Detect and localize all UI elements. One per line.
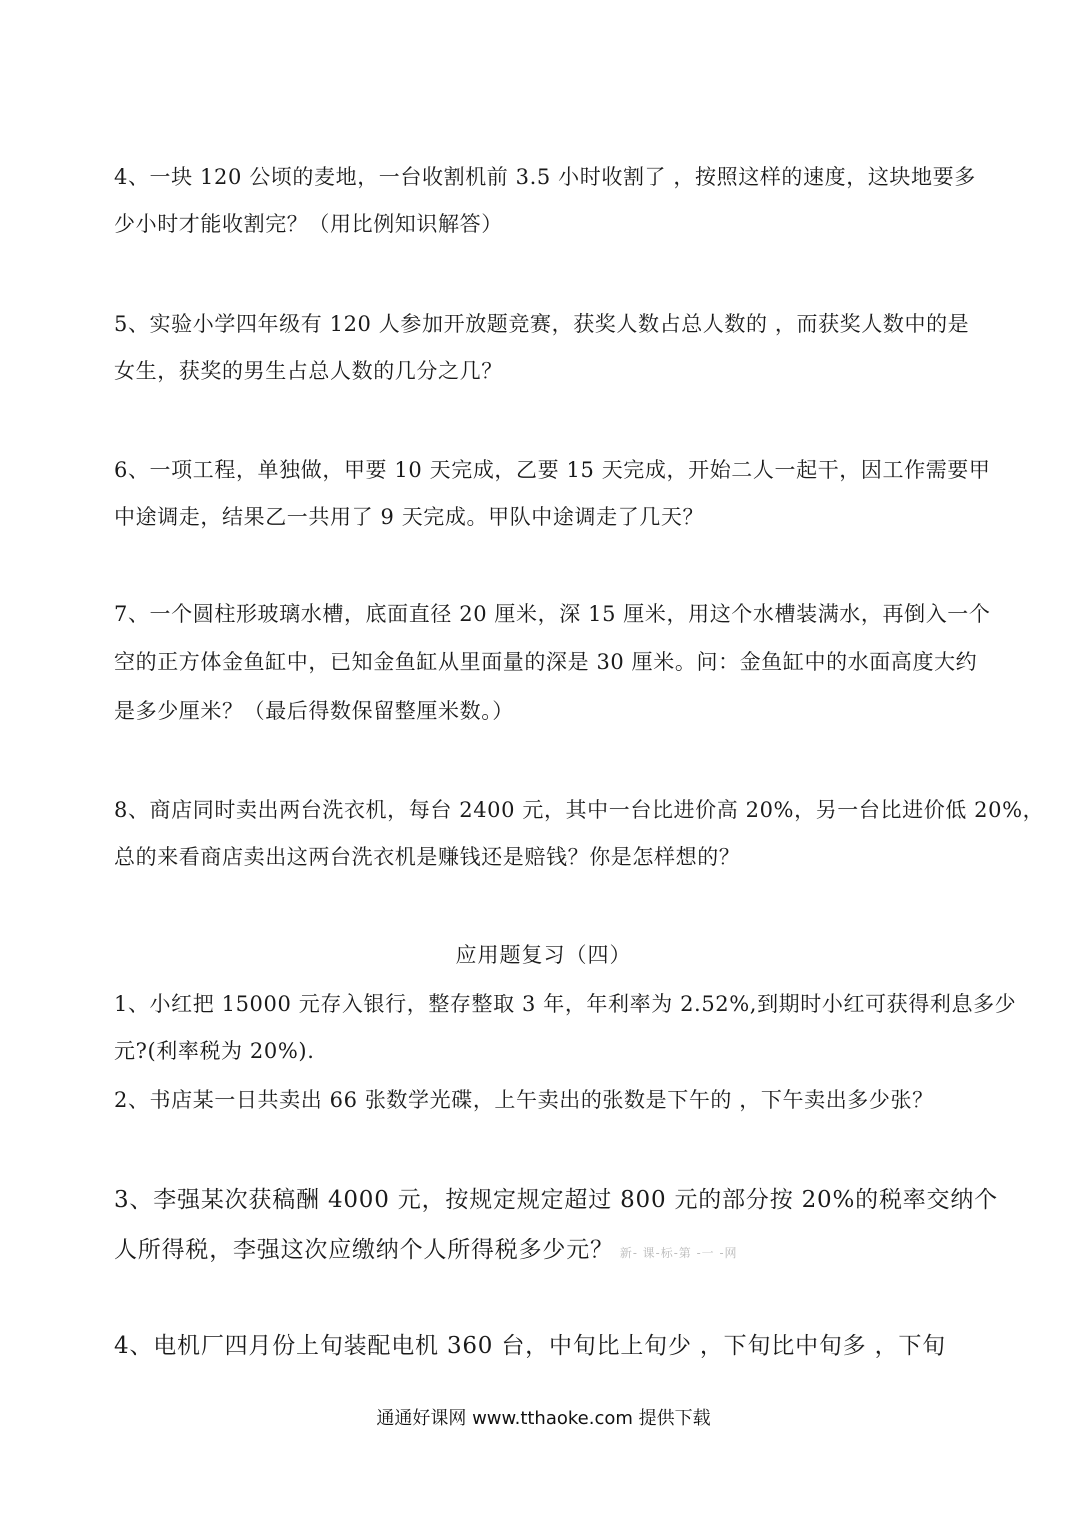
- problem-5-line-2: 女生，获奖的男生占总人数的几分之几？: [114, 359, 503, 383]
- part4-problem-1-line-1: 1、小红把 15000 元存入银行，整存整取 3 年，年利率为 2.52%,到期时小红可获得利息多少: [114, 992, 1017, 1016]
- part4-problem-3-line-1: 3、李强某次获稿酬 4000 元，按规定规定超过 800 元的部分按 20%的税率交纳个: [114, 1187, 998, 1213]
- part4-problem-2-line-1: 2、书店某一日共卖出 66 张数学光碟，上午卖出的张数是下午的 ，下午卖出多少张？: [114, 1088, 934, 1112]
- problem-7-line-3: 是多少厘米？（最后得数保留整厘米数。）: [114, 699, 514, 723]
- watermark-text: 新- 课-标-第 -一 -网: [619, 1246, 738, 1260]
- page-footer: 通通好课网 www.tthaoke.com 提供下载: [376, 1408, 711, 1429]
- problem-8-line-1: 8、商店同时卖出两台洗衣机，每台 2400 元，其中一台比进价高 20%，另一台比进价低 20%，: [114, 798, 1045, 822]
- part4-problem-3-line-2-wrap: [114, 1236, 738, 1267]
- problem-4-line-1: 4、一块 120 公顷的麦地，一台收割机前 3.5 小时收割了 ，按照这样的速度，这块地要多: [114, 165, 976, 189]
- problem-7-line-1: 7、一个圆柱形玻璃水槽，底面直径 20 厘米，深 15 厘米，用这个水槽装满水，再倒入一个: [114, 602, 991, 626]
- part4-problem-3-line-2: 人所得税，李强这次应缴纳个人所得税多少元？: [114, 1237, 614, 1263]
- problem-5-line-1: 5、实验小学四年级有 120 人参加开放题竞赛，获奖人数占总人数的 ，而获奖人数中的是: [114, 312, 970, 336]
- problem-8-line-2: 总的来看商店卖出这两台洗衣机是赚钱还是赔钱？你是怎样想的？: [114, 845, 741, 869]
- section-title: 应用题复习（四）: [455, 943, 632, 967]
- problem-6-line-1: 6、一项工程，单独做，甲要 10 天完成，乙要 15 天完成，开始二人一起干，因工作需要甲: [114, 458, 991, 482]
- part4-problem-1-line-2: 元?(利率税为 20%).: [114, 1039, 315, 1063]
- problem-6-line-2: 中途调走，结果乙一共用了 9 天完成。甲队中途调走了几天？: [114, 505, 705, 529]
- part4-problem-4-line-1: 4、电机厂四月份上旬装配电机 360 台，中旬比上旬少 ，下旬比中旬多 ，下旬: [114, 1333, 946, 1359]
- problem-7-line-2: 空的正方体金鱼缸中，已知金鱼缸从里面量的深是 30 厘米。问：金鱼缸中的水面高度大约: [114, 650, 978, 674]
- problem-4-line-2: 少小时才能收割完？（用比例知识解答）: [114, 212, 503, 236]
